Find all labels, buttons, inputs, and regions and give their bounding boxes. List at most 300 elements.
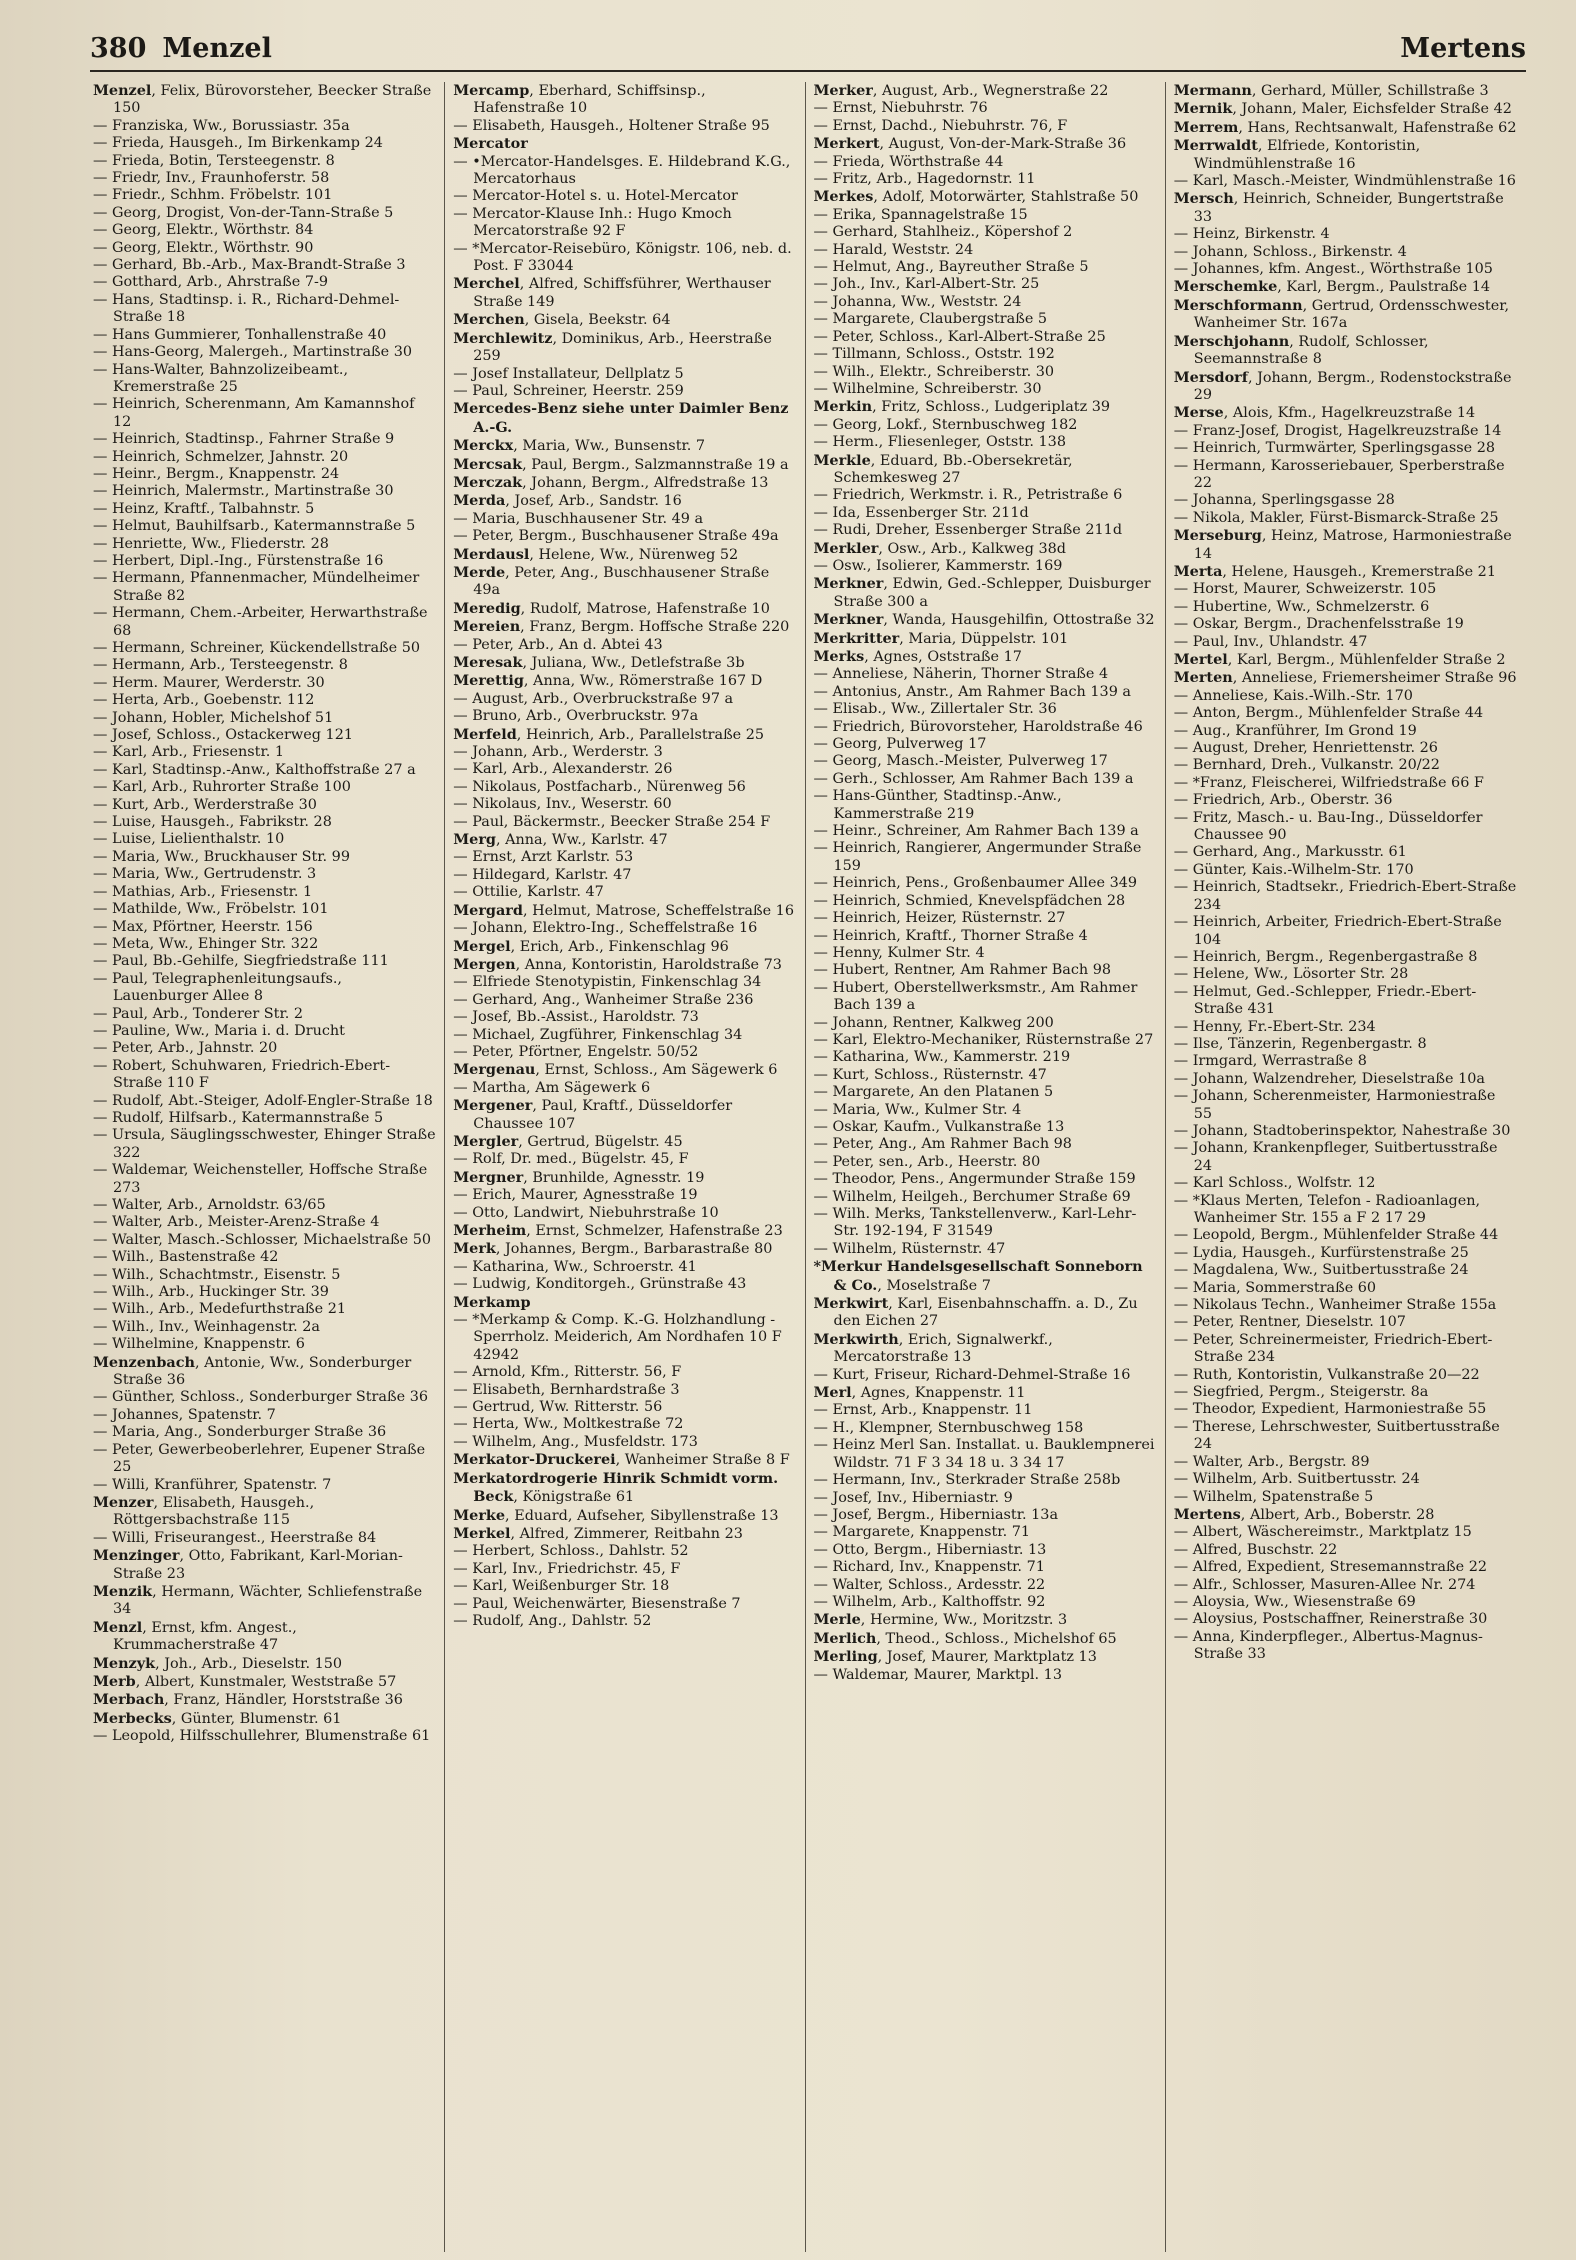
directory-entry: — Josef, Bergm., Hiberniastr. 13a bbox=[813, 1506, 1059, 1523]
directory-entry: — Günter, Kais.-Wilhelm-Str. 170 bbox=[1173, 861, 1414, 878]
directory-entry: — Luise, Hausgeh., Fabrikstr. 28 bbox=[93, 814, 332, 831]
directory-entry: — Friedrich, Arb., Oberstr. 36 bbox=[1173, 792, 1393, 809]
directory-entry: — Ernst, Arzt Karlstr. 53 bbox=[453, 849, 634, 866]
directory-entry: — Peter, Schloss., Karl-Albert-Straße 25 bbox=[813, 328, 1106, 345]
directory-entry: — Henny, Fr.-Ebert-Str. 234 bbox=[1173, 1018, 1376, 1035]
directory-entry: Merke, Eduard, Aufseher, Sibyllenstraße 13 bbox=[453, 1506, 779, 1524]
directory-entry: — Johann, Scherenmeister, Harmoniestraße 55 bbox=[1173, 1088, 1496, 1122]
directory-entry: — Kurt, Arb., Werderstraße 30 bbox=[93, 796, 317, 813]
directory-entry: — Frieda, Wörthstraße 44 bbox=[813, 153, 1004, 170]
directory-entry: Mermann, Gerhard, Müller, Schillstraße 3 bbox=[1173, 82, 1489, 99]
directory-entry: — H., Klempner, Sternbuschweg 158 bbox=[813, 1419, 1084, 1436]
directory-entry: Merle, Hermine, Ww., Moritzstr. 3 bbox=[813, 1611, 1068, 1629]
directory-entry: — Hubertine, Ww., Schmelzerstr. 6 bbox=[1173, 598, 1430, 615]
entry-surname: Mergen bbox=[453, 955, 516, 973]
directory-entry: — Hermann, Arb., Tersteegenstr. 8 bbox=[93, 657, 348, 674]
directory-entry: — Georg, Pulverweg 17 bbox=[813, 736, 987, 753]
entry-surname: Merde bbox=[453, 563, 506, 581]
directory-entry: — Ruth, Kontoristin, Vulkanstraße 20—22 bbox=[1173, 1366, 1480, 1383]
directory-entry: — Tillmann, Schloss., Oststr. 192 bbox=[813, 346, 1055, 363]
entry-surname: Merrwaldt bbox=[1173, 137, 1258, 155]
directory-entry: — Walter, Arb., Arnoldstr. 63/65 bbox=[93, 1197, 326, 1213]
directory-entry: — Heinrich, Stadtinsp., Fahrner Straße 9 bbox=[93, 431, 395, 448]
directory-entry: — Wilhelmine, Schreiberstr. 30 bbox=[813, 380, 1042, 397]
directory-entry: — August, Arb., Overbruckstraße 97 a bbox=[453, 690, 734, 707]
directory-entry: — Maria, Ww., Bruckhauser Str. 99 bbox=[93, 848, 350, 865]
directory-entry: — Joh., Inv., Karl-Albert-Str. 25 bbox=[813, 276, 1040, 293]
directory-entry: — Aloysius, Postschaffner, Reinerstraße 30 bbox=[1173, 1611, 1488, 1628]
directory-entry: — Fritz, Arb., Hagedornstr. 11 bbox=[813, 171, 1036, 188]
directory-entry: — Ida, Essenberger Str. 211d bbox=[813, 504, 1029, 521]
directory-entry: — Herta, Ww., Moltkestraße 72 bbox=[453, 1416, 684, 1433]
directory-entry: — Paul, Bb.-Gehilfe, Siegfriedstraße 111 bbox=[93, 953, 389, 970]
entry-surname: Menzik bbox=[93, 1582, 153, 1600]
directory-entry: — Osw., Isolierer, Kammerstr. 169 bbox=[813, 557, 1063, 574]
entry-surname: Mergner bbox=[453, 1168, 524, 1186]
page-number: 380 bbox=[90, 33, 147, 64]
entry-surname: Merchel bbox=[453, 275, 520, 293]
directory-entry: — Gertrud, Ww. Ritterstr. 56 bbox=[453, 1399, 663, 1416]
directory-entry: Merkel, Alfred, Zimmerer, Reitbahn 23 bbox=[453, 1524, 743, 1542]
directory-entry: — Aloysia, Ww., Wiesenstraße 69 bbox=[1173, 1593, 1416, 1610]
directory-entry: — Rolf, Dr. med., Bügelstr. 45, F bbox=[453, 1151, 689, 1168]
directory-entry: — Richard, Inv., Knappenstr. 71 bbox=[813, 1559, 1045, 1576]
page-header bbox=[90, 22, 1526, 72]
directory-entry: — Karl Schloss., Wolfstr. 12 bbox=[1173, 1175, 1376, 1192]
directory-entry: — Hans-Günther, Stadtinsp.-Anw., Kammerstraße 219 bbox=[813, 788, 1062, 822]
directory-entry: — Johann, Rentner, Kalkweg 200 bbox=[813, 1014, 1054, 1031]
directory-entry: — Heinrich, Rangierer, Angermunder Straße 159 bbox=[813, 840, 1142, 874]
entry-surname: Merckx bbox=[453, 437, 514, 455]
entry-surname: Mercator bbox=[453, 135, 528, 153]
directory-entry: Merkin, Fritz, Schloss., Ludgeriplatz 39 bbox=[813, 398, 1111, 416]
directory-entry: — Wilh., Schachtmstr., Eisenstr. 5 bbox=[93, 1266, 341, 1283]
entry-surname: Merschformann bbox=[1173, 296, 1303, 314]
directory-entry: — Franziska, Ww., Borussiastr. 35a bbox=[93, 117, 350, 134]
directory-entry: — Otto, Landwirt, Niebuhrstraße 10 bbox=[453, 1204, 719, 1221]
directory-entry: Merrem, Hans, Rechtsanwalt, Hafenstraße 62 bbox=[1173, 118, 1517, 136]
directory-entry: — Gerhard, Ang., Wanheimer Straße 236 bbox=[453, 991, 754, 1008]
directory-entry: — •Mercator-Handelsges. E. Hildebrand K.G., Mercatorhaus bbox=[453, 153, 791, 188]
directory-entry: — Anna, Kinderpfleger., Albertus-Magnus-Straße 33 bbox=[1173, 1628, 1483, 1663]
directory-entry: — Walter, Schloss., Ardesstr. 22 bbox=[813, 1576, 1046, 1593]
entry-surname: Merkert bbox=[813, 135, 880, 153]
directory-entry: — Margarete, Knappenstr. 71 bbox=[813, 1524, 1031, 1541]
directory-entry: — Peter, Ang., Am Rahmer Bach 98 bbox=[813, 1136, 1072, 1153]
entry-surname: Mercamp bbox=[453, 82, 530, 99]
directory-entry: — Pauline, Ww., Maria i. d. Drucht bbox=[93, 1022, 345, 1039]
directory-entry: Mergenau, Ernst, Schloss., Am Sägewerk 6 bbox=[453, 1061, 778, 1079]
entry-surname: Meresak bbox=[453, 654, 523, 671]
entry-surname: Merling bbox=[813, 1648, 878, 1666]
directory-entry: — Karl, Masch.-Meister, Windmühlenstraße 16 bbox=[1173, 173, 1516, 190]
directory-entry: — Bernhard, Dreh., Vulkanstr. 20/22 bbox=[1173, 757, 1440, 774]
entry-surname: Merschjohann bbox=[1173, 332, 1290, 350]
directory-entry: — Heinrich, Heizer, Rüsternstr. 27 bbox=[813, 910, 1066, 927]
entry-surname: Merkle bbox=[813, 451, 871, 469]
directory-entry: — Robert, Schuhwaren, Friedrich-Ebert-Straße 110 F bbox=[93, 1057, 391, 1092]
directory-entry: — Karl, Weißenburger Str. 18 bbox=[453, 1578, 670, 1595]
directory-entry: — Ilse, Tänzerin, Regenbergastr. 8 bbox=[1173, 1035, 1427, 1052]
directory-entry: — Mercator-Hotel s. u. Hotel-Mercator bbox=[453, 188, 738, 205]
directory-entry: — Mathias, Arb., Friesenstr. 1 bbox=[93, 883, 313, 900]
directory-entry: — Albert, Wäschereimstr., Marktplatz 15 bbox=[1173, 1524, 1472, 1541]
directory-entry: Merkner, Wanda, Hausgehilfin, Ottostraße 32 bbox=[813, 611, 1155, 629]
directory-entry: — Hermann, Pfannenmacher, Mündelheimer Straße 82 bbox=[93, 570, 420, 604]
directory-entry: — Alfred, Expedient, Stresemannstraße 22 bbox=[1173, 1559, 1488, 1576]
directory-entry: — Georg, Lokf., Sternbuschweg 182 bbox=[813, 416, 1078, 433]
directory-entry: Merlich, Theod., Schloss., Michelshof 65 bbox=[813, 1629, 1117, 1647]
directory-entry: — Rudolf, Ang., Dahlstr. 52 bbox=[453, 1612, 652, 1629]
directory-entry: Menzel, Felix, Bürovorsteher, Beecker Straße 150 bbox=[93, 82, 432, 117]
directory-entry: Merkner, Edwin, Ged.-Schlepper, Duisburger Straße 300 a bbox=[813, 575, 1151, 610]
directory-entry: Mereien, Franz, Bergm. Hoffsche Straße 220 bbox=[453, 618, 790, 636]
directory-entry: — Willi, Friseurangest., Heerstraße 84 bbox=[93, 1529, 377, 1546]
directory-entry: — Gotthard, Arb., Ahrstraße 7-9 bbox=[93, 274, 329, 291]
directory-entry: — Ernst, Niebuhrstr. 76 bbox=[813, 100, 988, 117]
directory-entry: Merschjohann, Rudolf, Schlosser, Seemannstraße 8 bbox=[1173, 332, 1429, 368]
entry-surname: Merke bbox=[453, 1506, 506, 1524]
directory-entry: — Paul, Schreiner, Heerstr. 259 bbox=[453, 382, 684, 399]
directory-entry: — Hans-Walter, Bahnzolizeibeamt., Kremerstraße 25 bbox=[93, 361, 349, 395]
directory-entry: — Maria, Ww., Kulmer Str. 4 bbox=[813, 1101, 1022, 1118]
directory-entry: — Heinr., Bergm., Knappenstr. 24 bbox=[93, 465, 340, 482]
directory-entry: — Hans, Stadtinsp. i. R., Richard-Dehmel-Straße 18 bbox=[93, 291, 400, 326]
directory-entry: — Elfriede Stenotypistin, Finkenschlag 34 bbox=[453, 974, 762, 991]
entry-surname: Mersch bbox=[1173, 190, 1234, 208]
directory-entry: Merchlewitz, Dominikus, Arb., Heerstraße 259 bbox=[453, 329, 772, 365]
directory-entry: — Heinrich, Schmelzer, Jahnstr. 20 bbox=[93, 448, 349, 465]
directory-entry: — Theodor, Expedient, Harmoniestraße 55 bbox=[1173, 1401, 1487, 1418]
directory-entry: — Nikola, Makler, Fürst-Bismarck-Straße 25 bbox=[1173, 509, 1499, 526]
directory-entry: Mergen, Anna, Kontoristin, Haroldstraße 73 bbox=[453, 955, 782, 973]
entry-surname: Mercsak bbox=[453, 455, 523, 473]
entry-surname: Menzinger bbox=[93, 1547, 180, 1565]
directory-entry: — Wilh., Inv., Weinhagenstr. 2a bbox=[93, 1318, 320, 1335]
directory-entry: — Wilh., Arb., Huckinger Str. 39 bbox=[93, 1284, 329, 1301]
entry-surname: Mertens bbox=[1173, 1505, 1241, 1523]
directory-entry: — Georg, Elektr., Wörthstr. 84 bbox=[93, 222, 314, 239]
directory-entry: — Peter, Pförtner, Engelstr. 50/52 bbox=[453, 1043, 699, 1060]
directory-entry: Merkle, Eduard, Bb.-Obersekretär, Schemkesweg 27 bbox=[813, 451, 1073, 486]
column-1 bbox=[85, 82, 445, 2252]
directory-entry: — Wilhelm, Spatenstraße 5 bbox=[1173, 1488, 1374, 1505]
entry-surname: Merbecks bbox=[93, 1709, 172, 1727]
directory-entry: — Henny, Kulmer Str. 4 bbox=[813, 944, 985, 961]
directory-entry: — Heinz Merl San. Installat. u. Bauklempnerei Wildstr. 71 F 3 34 18 u. 3 34 17 bbox=[813, 1437, 1155, 1471]
directory-entry: — Walter, Masch.-Schlosser, Michaelstraße 50 bbox=[93, 1231, 432, 1248]
entry-surname: Merb bbox=[93, 1672, 136, 1690]
directory-entry: Merkatordrogerie Hinrik Schmidt vorm. Beck, Königstraße 61 bbox=[453, 1469, 779, 1506]
entry-surname: Merg bbox=[453, 831, 496, 849]
directory-entry: Merseburg, Heinz, Matrose, Harmoniestraße 14 bbox=[1173, 527, 1512, 562]
directory-entry: — Leopold, Hilfsschullehrer, Blumenstraße 61 bbox=[93, 1728, 431, 1745]
directory-entry: — Johann, Elektro-Ing., Scheffelstraße 16 bbox=[453, 920, 758, 937]
entry-surname: Merkler bbox=[813, 539, 879, 557]
directory-columns bbox=[85, 82, 1526, 2252]
directory-entry: Merker, August, Arb., Wegnerstraße 22 bbox=[813, 82, 1109, 99]
directory-entry: Mergler, Gertrud, Bügelstr. 45 bbox=[453, 1132, 683, 1150]
entry-surname: Mergenau bbox=[453, 1061, 536, 1079]
directory-entry: — Wilhelm, Rüsternstr. 47 bbox=[813, 1240, 1006, 1257]
directory-entry: — Karl, Inv., Friedrichstr. 45, F bbox=[453, 1560, 681, 1577]
directory-entry: — Friedrich, Bürovorsteher, Haroldstraße 46 bbox=[813, 718, 1143, 735]
entry-surname: Mereien bbox=[453, 618, 521, 636]
directory-entry: — Oskar, Kaufm., Vulkanstraße 13 bbox=[813, 1118, 1065, 1135]
directory-entry: Merten, Anneliese, Friemersheimer Straße 96 bbox=[1173, 669, 1517, 687]
directory-entry: — Luise, Lielienthalstr. 10 bbox=[93, 831, 285, 848]
directory-entry: Merettig, Anna, Ww., Römerstraße 167 D bbox=[453, 672, 763, 690]
directory-entry: — Peter, Arb., Jahnstr. 20 bbox=[93, 1040, 278, 1057]
entry-surname: Merkamp bbox=[453, 1293, 531, 1311]
directory-entry: Mernik, Johann, Maler, Eichsfelder Straße 42 bbox=[1173, 100, 1512, 118]
column-4 bbox=[1166, 82, 1526, 2252]
directory-entry: Merchen, Gisela, Beekstr. 64 bbox=[453, 311, 671, 329]
directory-entry: Merks, Agnes, Oststraße 17 bbox=[813, 648, 1022, 665]
entry-surname: Merbach bbox=[93, 1691, 165, 1709]
directory-entry: Merrwaldt, Elfriede, Kontoristin, Windmühlenstraße 16 bbox=[1173, 137, 1421, 172]
directory-entry: — Horst, Maurer, Schweizerstr. 105 bbox=[1173, 581, 1437, 598]
directory-entry: Merkler, Osw., Arb., Kalkweg 38d bbox=[813, 539, 1067, 557]
directory-entry: — Leopold, Bergm., Mühlenfelder Straße 44 bbox=[1173, 1227, 1499, 1244]
entry-surname: Mertel bbox=[1173, 651, 1228, 668]
directory-entry: Merczak, Johann, Bergm., Alfredstraße 13 bbox=[453, 473, 769, 491]
directory-entry: Merl, Agnes, Knappenstr. 11 bbox=[813, 1384, 1026, 1402]
directory-entry: — August, Dreher, Henriettenstr. 26 bbox=[1173, 740, 1438, 757]
directory-entry: — Peter, Gewerbeoberlehrer, Eupener Straße 25 bbox=[93, 1441, 426, 1476]
directory-entry: — Paul, Bäckermstr., Beecker Straße 254 F bbox=[453, 813, 771, 830]
directory-entry: — Max, Pförtner, Heerstr. 156 bbox=[93, 918, 313, 935]
directory-entry: — Wilhelm, Arb. Suitbertusstr. 24 bbox=[1173, 1471, 1420, 1488]
directory-entry: — Peter, Schreinermeister, Friedrich-Ebert-Straße 234 bbox=[1173, 1331, 1493, 1366]
directory-entry: Merse, Alois, Kfm., Hagelkreuzstraße 14 bbox=[1173, 404, 1476, 422]
entry-surname: Merdausl bbox=[453, 545, 530, 563]
directory-entry: Mersch, Heinrich, Schneider, Bungertstraße 33 bbox=[1173, 190, 1504, 225]
entry-surname: Merkatordrogerie Hinrik Schmidt vorm. Beck bbox=[453, 1469, 779, 1506]
directory-entry: — *Franz, Fleischerei, Wilfriedstraße 66 F bbox=[1173, 774, 1484, 791]
directory-entry: — Günther, Schloss., Sonderburger Straße 36 bbox=[93, 1389, 429, 1406]
directory-entry: Menzinger, Otto, Fabrikant, Karl-Morian-Straße 23 bbox=[93, 1547, 403, 1582]
directory-entry: Merkator-Druckerei, Wanheimer Straße 8 F bbox=[453, 1451, 790, 1469]
directory-entry: — Anneliese, Kais.-Wilh.-Str. 170 bbox=[1173, 687, 1413, 704]
entry-surname: Merkin bbox=[813, 398, 873, 416]
directory-entry: — Johannes, kfm. Angest., Wörthstraße 105 bbox=[1173, 261, 1493, 278]
directory-entry: Mergener, Paul, Kraftf., Düsseldorfer Chaussee 107 bbox=[453, 1097, 733, 1132]
directory-entry: — Katharina, Ww., Schroerstr. 41 bbox=[453, 1258, 697, 1275]
directory-entry: — Maria, Ww., Gertrudenstr. 3 bbox=[93, 866, 317, 883]
directory-entry: — Anton, Bergm., Mühlenfelder Straße 44 bbox=[1173, 705, 1484, 722]
directory-entry: — Hermann, Karosseriebauer, Sperberstraße 22 bbox=[1173, 457, 1505, 491]
directory-entry: — Hans Gummierer, Tonhallenstraße 40 bbox=[93, 326, 387, 343]
directory-entry: Merkwirt, Karl, Eisenbahnschaffn. a. D., Zu den Eichen 27 bbox=[813, 1295, 1138, 1330]
directory-entry: — Nikolaus Techn., Wanheimer Straße 155a bbox=[1173, 1297, 1497, 1314]
directory-entry: — Herta, Arb., Goebenstr. 112 bbox=[93, 692, 315, 709]
directory-entry: Merk, Johannes, Bergm., Barbarastraße 80 bbox=[453, 1240, 773, 1258]
directory-entry: — Oskar, Bergm., Drachenfelsstraße 19 bbox=[1173, 616, 1464, 633]
entry-surname: Mersdorf bbox=[1173, 368, 1248, 386]
directory-entry: — Mathilde, Ww., Fröbelstr. 101 bbox=[93, 901, 329, 918]
directory-entry: — Karl, Elektro-Mechaniker, Rüsternstraße 27 bbox=[813, 1031, 1154, 1048]
directory-entry: — Paul, Weichenwärter, Biesenstraße 7 bbox=[453, 1595, 741, 1612]
entry-surname: Merten bbox=[1173, 669, 1233, 687]
directory-entry: — Walter, Arb., Bergstr. 89 bbox=[1173, 1453, 1370, 1470]
directory-entry: Merda, Josef, Arb., Sandstr. 16 bbox=[453, 492, 682, 510]
directory-entry: Merfeld, Heinrich, Arb., Parallelstraße 25 bbox=[453, 725, 765, 743]
directory-entry: — Johanna, Sperlingsgasse 28 bbox=[1173, 492, 1395, 509]
directory-entry: — Franz-Josef, Drogist, Hagelkreuzstraße 14 bbox=[1173, 422, 1502, 439]
entry-surname: Merfeld bbox=[453, 725, 517, 743]
directory-entry: — Peter, sen., Arb., Heerstr. 80 bbox=[813, 1153, 1041, 1170]
entry-surname: Merrem bbox=[1173, 118, 1239, 136]
directory-entry: — Georg, Drogist, Von-der-Tann-Straße 5 bbox=[93, 204, 394, 221]
directory-entry: — Michael, Zugführer, Finkenschlag 34 bbox=[453, 1026, 743, 1043]
directory-entry: — Johann, Schloss., Birkenstr. 4 bbox=[1173, 243, 1407, 260]
directory-entry: Merg, Anna, Ww., Karlstr. 47 bbox=[453, 831, 668, 849]
directory-entry: Merkwirth, Erich, Signalwerkf., Mercatorstraße 13 bbox=[813, 1330, 1053, 1366]
directory-entry: Mergel, Erich, Arb., Finkenschlag 96 bbox=[453, 937, 729, 955]
directory-entry: — Johann, Arb., Werderstr. 3 bbox=[453, 744, 663, 761]
directory-entry: — Otto, Bergm., Hiberniastr. 13 bbox=[813, 1541, 1047, 1558]
directory-entry: — Rudi, Dreher, Essenberger Straße 211d bbox=[813, 522, 1123, 539]
directory-entry: — Johann, Hobler, Michelshof 51 bbox=[93, 709, 334, 726]
entry-surname: Merkwirth bbox=[813, 1330, 899, 1348]
directory-entry: — Heinrich, Stadtsekr., Friedrich-Ebert-Straße 234 bbox=[1173, 879, 1517, 913]
directory-entry: Merdausl, Helene, Ww., Nürenweg 52 bbox=[453, 545, 739, 563]
directory-entry: — Helmut, Ged.-Schlepper, Friedr.-Ebert-Straße 431 bbox=[1173, 983, 1477, 1018]
entry-surname: Merettig bbox=[453, 672, 524, 690]
directory-entry: — Josef, Bb.-Assist., Haroldstr. 73 bbox=[453, 1009, 699, 1026]
directory-entry: — Lydia, Hausgeh., Kurfürstenstraße 25 bbox=[1173, 1244, 1469, 1261]
directory-entry: — Kurt, Schloss., Rüsternstr. 47 bbox=[813, 1066, 1047, 1083]
entry-surname: Menzer bbox=[93, 1493, 154, 1511]
directory-entry: Merling, Josef, Maurer, Marktplatz 13 bbox=[813, 1648, 1097, 1666]
directory-entry: — Heinrich, Schmied, Knevelspfädchen 28 bbox=[813, 892, 1126, 909]
directory-entry: — Josef, Inv., Hiberniastr. 9 bbox=[813, 1489, 1013, 1506]
directory-entry: — Johanna, Ww., Weststr. 24 bbox=[813, 293, 1022, 310]
directory-entry: — Alfr., Schlosser, Masuren-Allee Nr. 274 bbox=[1173, 1576, 1476, 1593]
directory-entry: Menzl, Ernst, kfm. Angest., Krummacherstraße 47 bbox=[93, 1618, 297, 1654]
directory-entry: Merkes, Adolf, Motorwärter, Stahlstraße 50 bbox=[813, 188, 1139, 206]
directory-entry: Merb, Albert, Kunstmaler, Weststraße 57 bbox=[93, 1672, 397, 1690]
entry-surname: Merkner bbox=[813, 575, 884, 593]
directory-entry: — Meta, Ww., Ehinger Str. 322 bbox=[93, 935, 319, 952]
directory-entry: — Hermann, Schreiner, Kückendellstraße 50 bbox=[93, 640, 421, 656]
directory-entry: — Arnold, Kfm., Ritterstr. 56, F bbox=[453, 1364, 682, 1381]
entry-surname: Merheim bbox=[453, 1222, 527, 1239]
directory-entry: — Johannes, Spatenstr. 7 bbox=[93, 1406, 276, 1423]
entry-surname: Merkes bbox=[813, 188, 874, 206]
directory-entry: Menzer, Elisabeth, Hausgeh., Röttgersbachstraße 115 bbox=[93, 1493, 315, 1529]
directory-entry: — Martha, Am Sägewerk 6 bbox=[453, 1079, 651, 1096]
directory-entry: — *Merkamp & Comp. K.-G. Holzhandlung - Sperrholz. Meiderich, Am Nordhafen 10 F 42942 bbox=[453, 1312, 782, 1363]
directory-entry: — Wilhelm, Ang., Musfeldstr. 173 bbox=[453, 1433, 698, 1450]
directory-entry: — Wilhelmine, Knappenstr. 6 bbox=[93, 1336, 305, 1353]
entry-surname: Merlich bbox=[813, 1629, 877, 1647]
directory-entry: — Aug., Kranführer, Im Grond 19 bbox=[1173, 722, 1417, 739]
directory-entry: — Helene, Ww., Lösorter Str. 28 bbox=[1173, 966, 1409, 983]
directory-entry: Merckx, Maria, Ww., Bunsenstr. 7 bbox=[453, 437, 706, 455]
directory-entry: — Therese, Lehrschwester, Suitbertusstraße 24 bbox=[1173, 1418, 1500, 1453]
directory-entry: Meredig, Rudolf, Matrose, Hafenstraße 10 bbox=[453, 599, 770, 617]
entry-surname: Merl bbox=[813, 1384, 852, 1402]
entry-surname: Merkwirt bbox=[813, 1295, 889, 1313]
directory-entry: — Karl, Arb., Alexanderstr. 26 bbox=[453, 761, 673, 778]
entry-surname: Merseburg bbox=[1173, 527, 1262, 545]
directory-entry: — Irmgard, Werrastraße 8 bbox=[1173, 1053, 1367, 1070]
directory-entry: — Paul, Arb., Tonderer Str. 2 bbox=[93, 1005, 304, 1022]
directory-entry: — Elisabeth, Bernhardstraße 3 bbox=[453, 1381, 680, 1398]
entry-surname: Mercedes-Benz siehe unter Daimler Benz A.-G. bbox=[453, 400, 789, 436]
directory-entry: — Helmut, Ang., Bayreuther Straße 5 bbox=[813, 259, 1089, 276]
directory-entry: Mertens, Albert, Arb., Boberstr. 28 bbox=[1173, 1505, 1435, 1523]
directory-entry: Merde, Peter, Ang., Buschhausener Straße 49a bbox=[453, 563, 770, 599]
entry-surname: Meredig bbox=[453, 599, 521, 617]
directory-entry: — Gerhard, Ang., Markusstr. 61 bbox=[1173, 844, 1407, 861]
entry-surname: Mergler bbox=[453, 1132, 519, 1150]
entry-surname: Mergel bbox=[453, 937, 511, 955]
directory-entry: — Peter, Arb., An d. Abtei 43 bbox=[453, 636, 663, 653]
directory-entry: — Wilh., Bastenstraße 42 bbox=[93, 1249, 279, 1266]
entry-surname: Mermann bbox=[1173, 82, 1252, 99]
directory-entry: — Wilhelm, Heilgeh., Berchumer Straße 69 bbox=[813, 1188, 1131, 1205]
directory-entry: — Friedrich, Werkmstr. i. R., Petristraße 6 bbox=[813, 487, 1123, 504]
directory-entry: — Maria, Buschhausener Str. 49 a bbox=[453, 510, 704, 527]
directory-entry: — Josef, Schloss., Ostackerweg 121 bbox=[93, 727, 354, 744]
directory-entry: Merbecks, Günter, Blumenstr. 61 bbox=[93, 1709, 342, 1727]
directory-entry: — Heinz, Birkenstr. 4 bbox=[1173, 226, 1330, 243]
directory-entry: — Ernst, Dachd., Niebuhrstr. 76, F bbox=[813, 117, 1068, 134]
column-2 bbox=[445, 82, 805, 2252]
directory-entry: — Heinrich, Bergm., Regenbergastraße 8 bbox=[1173, 948, 1478, 965]
directory-entry: Mergner, Brunhilde, Agnesstr. 19 bbox=[453, 1168, 705, 1186]
directory-entry: — Karl, Stadtinsp.-Anw., Kalthoffstraße 27 a bbox=[93, 761, 416, 778]
directory-entry: — Hildegard, Karlstr. 47 bbox=[453, 866, 632, 883]
directory-entry: — Josef Installateur, Dellplatz 5 bbox=[453, 365, 684, 382]
directory-entry: — Anneliese, Näherin, Thorner Straße 4 bbox=[813, 666, 1109, 683]
directory-entry: Menzenbach, Antonie, Ww., Sonderburger Straße 36 bbox=[93, 1353, 412, 1389]
directory-entry: — Frieda, Botin, Tersteegenstr. 8 bbox=[93, 152, 335, 169]
directory-entry bbox=[453, 135, 796, 153]
directory-entry: — Helmut, Bauhilfsarb., Katermannstraße 5 bbox=[93, 518, 416, 535]
directory-entry: Merschformann, Gertrud, Ordensschwester, Wanheimer Str. 167a bbox=[1173, 296, 1510, 332]
directory-entry: *Merkur Handelsgesellschaft Sonneborn & Co., Moselstraße 7 bbox=[813, 1258, 1143, 1294]
entry-surname: Mergard bbox=[453, 901, 523, 919]
directory-entry: Merheim, Ernst, Schmelzer, Hafenstraße 23 bbox=[453, 1222, 783, 1239]
directory-entry: — *Mercator-Reisebüro, Königstr. 106, neb. d. Post. F 33044 bbox=[453, 240, 792, 275]
entry-surname: Merchen bbox=[453, 311, 525, 329]
directory-entry: — Heinr., Schreiner, Am Rahmer Bach 139 a bbox=[813, 823, 1139, 840]
directory-entry: — Hermann, Inv., Sterkrader Straße 258b bbox=[813, 1472, 1121, 1489]
directory-entry: Merkritter, Maria, Düppelstr. 101 bbox=[813, 629, 1069, 647]
entry-surname: Merchlewitz bbox=[453, 329, 553, 347]
directory-entry: — Erich, Maurer, Agnesstraße 19 bbox=[453, 1187, 698, 1204]
header-left bbox=[90, 33, 272, 70]
directory-entry: — Wilh., Elektr., Schreiberstr. 30 bbox=[813, 363, 1055, 380]
directory-entry: — Antonius, Anstr., Am Rahmer Bach 139 a bbox=[813, 683, 1132, 700]
directory-entry: — Paul, Telegraphenleitungsaufs., Lauenburger Allee 8 bbox=[93, 970, 342, 1005]
directory-entry: — Siegfried, Pergm., Steigerstr. 8a bbox=[1173, 1384, 1429, 1401]
entry-surname: *Merkur Handelsgesellschaft Sonneborn & Co. bbox=[813, 1258, 1143, 1294]
directory-entry: — Frieda, Hausgeh., Im Birkenkamp 24 bbox=[93, 135, 383, 152]
entry-surname: Merker bbox=[813, 82, 873, 99]
entry-surname: Mergener bbox=[453, 1097, 533, 1115]
directory-entry: — Theodor, Pens., Angermunder Straße 159 bbox=[813, 1171, 1136, 1188]
entry-surname: Merkator-Druckerei bbox=[453, 1451, 616, 1469]
directory-entry: — Mercator-Klause Inh.: Hugo Kmoch Mercatorstraße 92 F bbox=[453, 205, 732, 240]
directory-entry: — Waldemar, Maurer, Marktpl. 13 bbox=[813, 1666, 1062, 1683]
directory-entry: Merchel, Alfred, Schiffsführer, Werthauser Straße 149 bbox=[453, 275, 771, 310]
entry-surname: Merse bbox=[1173, 404, 1224, 422]
